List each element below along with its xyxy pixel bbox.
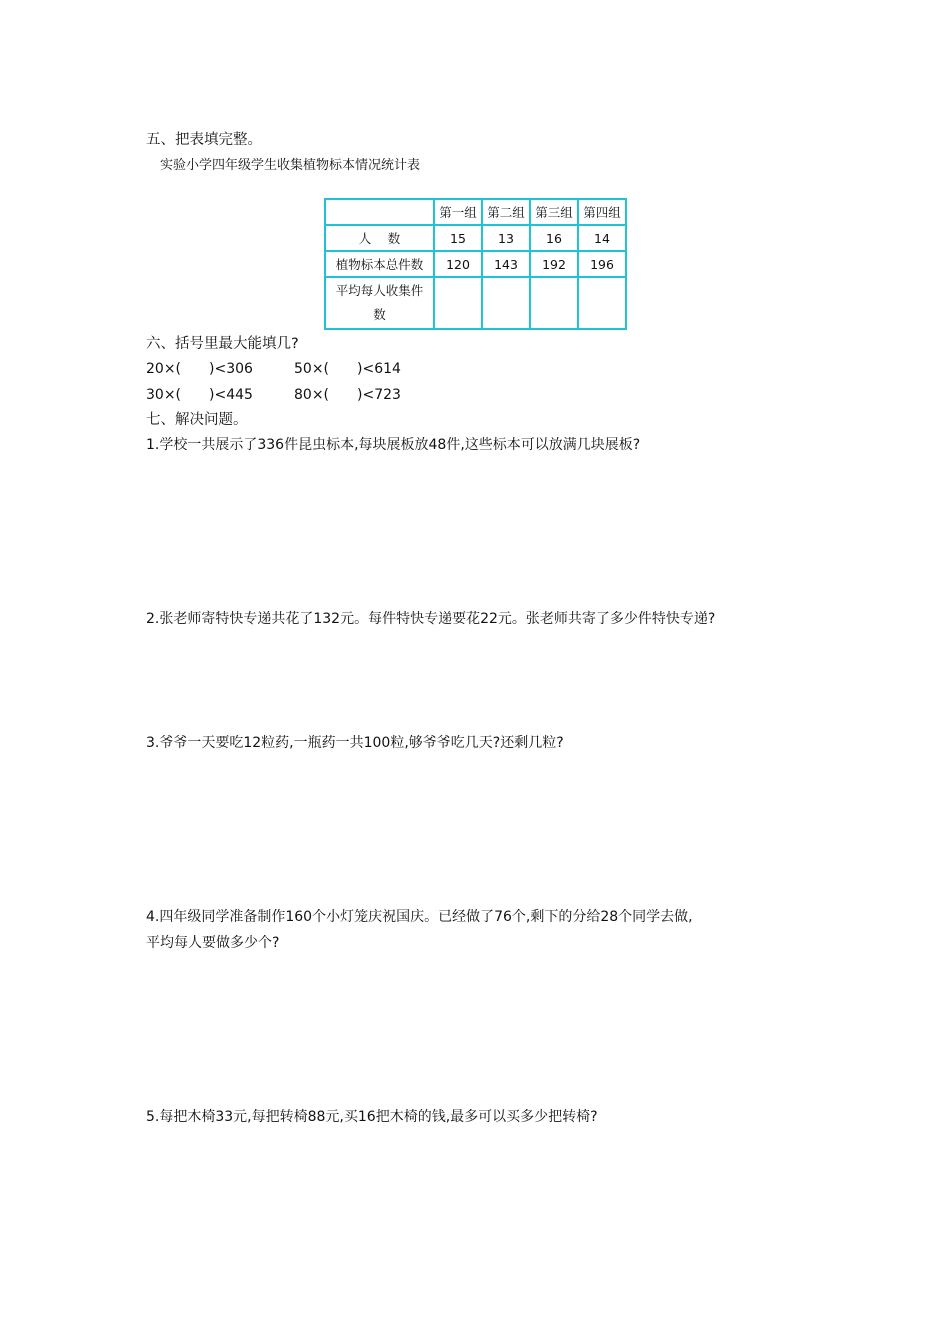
row-label [325, 277, 434, 329]
table-header-row [325, 199, 626, 225]
problem-text: 1.学校一共展示了336件昆虫标本,每块展板放48件,这些标本可以放满几块展板? [146, 437, 641, 453]
problem-text-continued: 平均每人要做多少个? [146, 935, 280, 951]
problem-text: 5.每把木椅33元,每把转椅88元,买16把木椅的钱,最多可以买多少把转椅? [146, 1109, 598, 1125]
section6-title: 六、括号里最大能填几? [146, 336, 299, 352]
table-row [325, 225, 626, 251]
answer-cell[interactable] [530, 277, 578, 329]
row-label-text: 平均每人收集件数 [335, 283, 424, 322]
table-row [325, 277, 626, 329]
table-cell: 196 [578, 251, 626, 277]
answer-cell[interactable] [578, 277, 626, 329]
section5-title: 五、把表填完整。 [146, 132, 262, 148]
table-corner-cell [325, 199, 434, 225]
row-label: 植物标本总件数 [325, 251, 434, 277]
row-label: 人 数 [325, 225, 434, 251]
problem-text: 4.四年级同学准备制作160个小灯笼庆祝国庆。已经做了76个,剩下的分给28个同学去做, [146, 909, 693, 925]
table-cell: 143 [482, 251, 530, 277]
problem-text: 2.张老师寄特快专递共花了132元。每件特快专递要花22元。张老师共寄了多少件特快专递? [146, 611, 716, 627]
table-header-cell: 第一组 [434, 199, 482, 225]
table-header-cell: 第四组 [578, 199, 626, 225]
table-header-cell: 第二组 [482, 199, 530, 225]
table-cell: 14 [578, 225, 626, 251]
table-cell: 13 [482, 225, 530, 251]
table-cell: 16 [530, 225, 578, 251]
answer-cell[interactable] [434, 277, 482, 329]
inequality-item: 80×( )<723 [294, 387, 401, 403]
table-caption: 实验小学四年级学生收集植物标本情况统计表 [160, 158, 421, 173]
table-cell: 120 [434, 251, 482, 277]
table-row [325, 251, 626, 277]
inequality-item: 20×( )<306 [146, 361, 253, 377]
section7-title: 七、解决问题。 [146, 412, 248, 428]
table-cell: 15 [434, 225, 482, 251]
table-header-cell: 第三组 [530, 199, 578, 225]
answer-cell[interactable] [482, 277, 530, 329]
inequality-item: 30×( )<445 [146, 387, 253, 403]
table-cell: 192 [530, 251, 578, 277]
statistics-table [324, 198, 627, 330]
inequality-item: 50×( )<614 [294, 361, 401, 377]
problem-text: 3.爷爷一天要吃12粒药,一瓶药一共100粒,够爷爷吃几天?还剩几粒? [146, 735, 564, 751]
